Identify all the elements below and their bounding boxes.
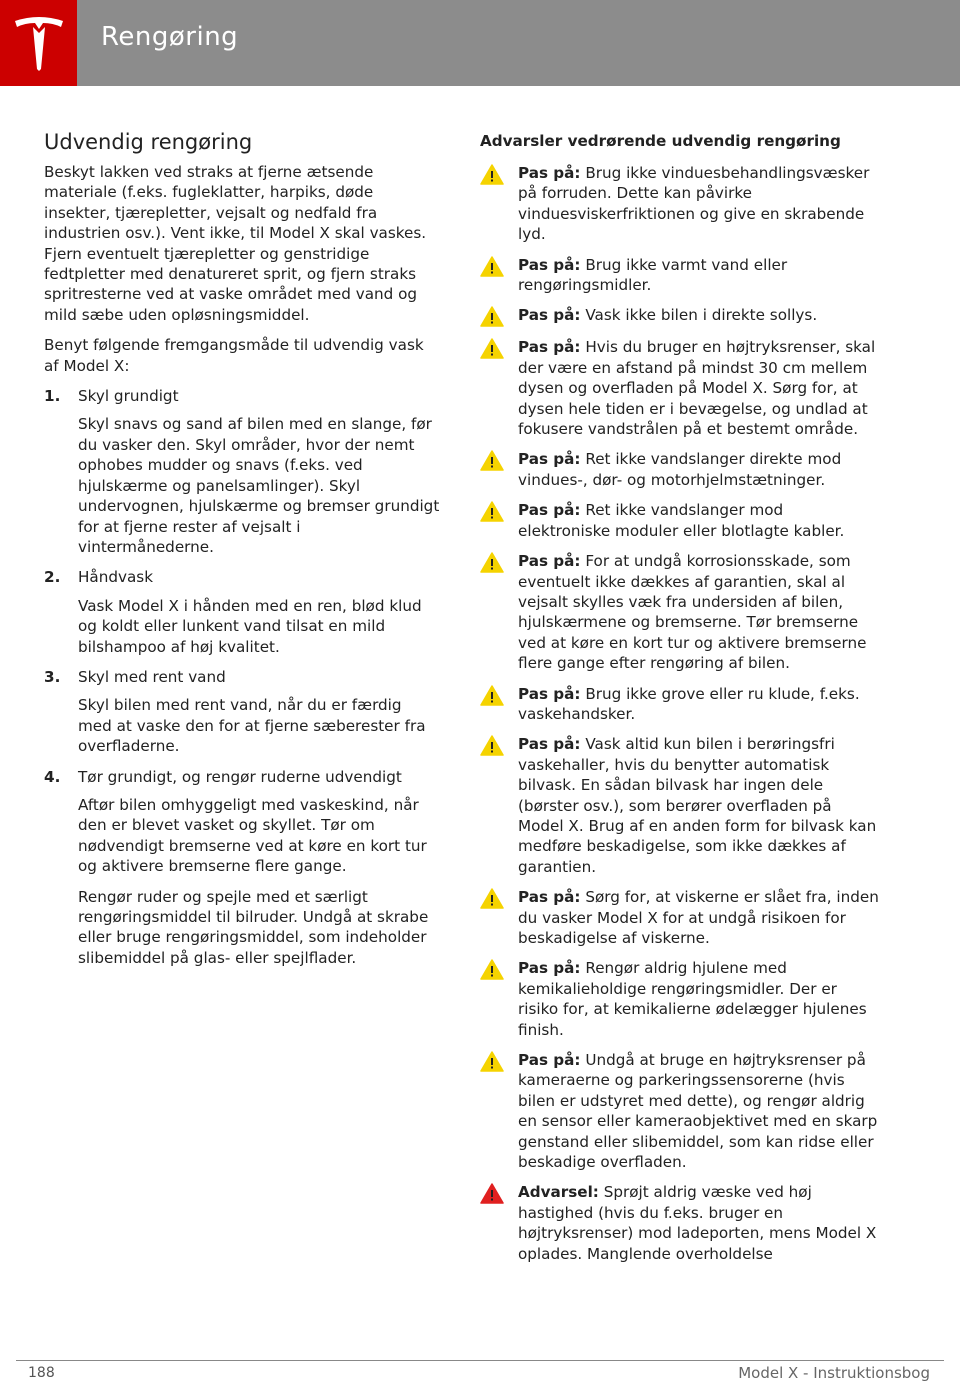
step-number: 2.	[44, 568, 61, 587]
step-4	[44, 767, 440, 969]
page-title: Rengøring	[101, 22, 239, 52]
step-body: Aftør bilen omhyggeligt med vaskeskind, når den er blevet vasket og skyllet. Tør om nødvendigt bremserne ved at køre en kort tur og aktivere bremserne flere gange.	[78, 795, 427, 876]
step-body: Skyl snavs og sand af bilen med en slange, før du vasker den. Skyl områder, hvor der nemt ophobes mudder og snavs (f.eks. ved hjulskærme og panelsamlinger). Skyl undervognen, hjulskærme og bremser grundigt for at fjerne rester af vejsalt i vintermånederne.	[78, 415, 440, 556]
warning-label: Pas på:	[518, 450, 581, 469]
step-title: Tør grundigt, og rengør ruderne udvendigt	[78, 767, 402, 786]
caution-item	[480, 337, 880, 439]
tesla-logo-icon	[13, 15, 65, 71]
warning-list	[480, 163, 880, 1264]
warning-text: Rengør aldrig hjulene med kemikalieholdige rengøringsmidler. Der er risiko for, at kemikalierne ødelægger hjulenes finish.	[518, 959, 867, 1039]
caution-triangle-icon	[480, 735, 504, 756]
step-title: Håndvask	[78, 568, 153, 587]
step-title: Skyl grundigt	[78, 387, 179, 406]
warning-item	[480, 1182, 880, 1264]
caution-triangle-icon	[480, 450, 504, 471]
warning-label: Pas på:	[518, 684, 581, 703]
warning-label: Advarsel:	[518, 1183, 599, 1202]
caution-item	[480, 958, 880, 1040]
caution-item	[480, 163, 880, 245]
warning-text: Ret ikke vandslanger direkte mod vindues-, dør- og motorhjelmstætninger.	[518, 450, 842, 489]
step-number: 1.	[44, 387, 61, 406]
warning-triangle-icon	[480, 1183, 504, 1204]
step-2	[44, 567, 440, 657]
caution-triangle-icon	[480, 338, 504, 359]
caution-item	[480, 500, 880, 541]
warning-label: Pas på:	[518, 306, 581, 325]
warning-label: Pas på:	[518, 552, 581, 571]
caution-triangle-icon	[480, 306, 504, 327]
step-number: 4.	[44, 767, 61, 786]
warning-text: Vask ikke bilen i direkte sollys.	[585, 306, 818, 325]
warning-text: Sørg for, at viskerne er slået fra, inden du vasker Model X for at undgå risikoen for beskadigelse af viskerne.	[518, 888, 879, 947]
warning-text: Brug ikke varmt vand eller rengøringsmidler.	[518, 255, 788, 295]
caution-item	[480, 684, 880, 725]
footer-title: Model X - Instruktionsbog	[738, 1364, 930, 1382]
right-column	[480, 131, 880, 1274]
warning-label: Pas på:	[518, 338, 581, 357]
caution-item	[480, 255, 880, 296]
warning-label: Pas på:	[518, 501, 581, 520]
warning-text: Hvis du bruger en højtryksrenser, skal der være en afstand på mindst 30 cm mellem dysen og overfladen på Model X. Sørg for, at dysen hele tiden er i bevægelse, og undlad at fokusere vandstrålen på et bestemt område.	[518, 338, 876, 439]
caution-item	[480, 449, 880, 490]
caution-triangle-icon	[480, 256, 504, 277]
lead-paragraph: Benyt følgende fremgangsmåde til udvendig vask af Model X:	[44, 336, 424, 375]
step-1	[44, 386, 440, 557]
warning-text: Vask altid kun bilen i berøringsfri vaskehaller, hvis du benytter automatisk bilvask. En sådan bilvask har ingen dele (børster osv.), som berører overfladen på Model X. Brug af en anden form for bilvask kan medføre beskadigelse, som ikke dækkes af garantien.	[518, 735, 877, 876]
warning-label: Pas på:	[518, 255, 581, 274]
warning-label: Pas på:	[518, 735, 581, 754]
caution-triangle-icon	[480, 164, 504, 185]
page-header	[0, 0, 960, 86]
step-3	[44, 667, 440, 757]
step-body: Skyl bilen med rent vand, når du er færdig med at vaske den for at fjerne sæberester fra overfladerne.	[78, 696, 426, 756]
caution-triangle-icon	[480, 888, 504, 909]
left-column	[44, 130, 440, 978]
step-body: Rengør ruder og spejle med et særligt rengøringsmiddel til bilruder. Undgå at skrabe eller bruge rengøringsmiddel, som indeholder slibemiddel på glas- eller spejlflader.	[78, 887, 429, 967]
section-title: Udvendig rengøring	[44, 130, 253, 154]
caution-item	[480, 734, 880, 877]
warning-text: Brug ikke grove eller ru klude, f.eks. vaskehandsker.	[518, 684, 860, 723]
warning-label: Pas på:	[518, 888, 581, 907]
warning-text: Ret ikke vandslanger mod elektroniske moduler eller blotlagte kabler.	[518, 501, 845, 540]
warning-text: Sprøjt aldrig væske ved høj hastighed (hvis du f.eks. bruger en højtryksrenser) mod ladeporten, mens Model X oplades. Manglende overholdelse	[518, 1183, 877, 1263]
caution-triangle-icon	[480, 501, 504, 522]
caution-item	[480, 551, 880, 673]
intro-paragraph: Beskyt lakken ved straks at fjerne ætsende materiale (f.eks. fugleklatter, harpiks, døde insekter, tjærepletter, vejsalt og nedfald fra industrien osv.). Vent ikke, til Model X skal vaskes. Fjern eventuelt tjærepletter og genstridige fedtpletter med denatureret sprit, og fjern straks spritresterne ved at vaske området med vand og mild sæbe uden opløsningsmiddel.	[44, 163, 427, 324]
warning-text: For at undgå korrosionsskade, som eventuelt ikke dækkes af garantien, skal al vejsalt skylles væk fra undersiden af bilen, hjulskærmene og bremserne. Tør bremserne ved at køre en kort tur og aktivere bremserne flere gange efter rengøring af bilen.	[518, 552, 867, 673]
tesla-logo	[0, 0, 77, 86]
caution-triangle-icon	[480, 959, 504, 980]
warnings-title: Advarsler vedrørende udvendig rengøring	[480, 132, 841, 150]
warning-text: Brug ikke vinduesbehandlingsvæsker på forruden. Dette kan påvirke vinduesviskerfriktionen og give en skrabende lyd.	[518, 164, 870, 244]
caution-triangle-icon	[480, 552, 504, 573]
step-title: Skyl med rent vand	[78, 667, 226, 686]
warning-label: Pas på:	[518, 1051, 581, 1070]
caution-triangle-icon	[480, 1051, 504, 1072]
warning-label: Pas på:	[518, 959, 581, 978]
caution-triangle-icon	[480, 685, 504, 706]
page-number: 188	[28, 1365, 55, 1381]
step-number: 3.	[44, 667, 61, 686]
footer-divider	[16, 1360, 944, 1361]
caution-item	[480, 887, 880, 948]
warning-label: Pas på:	[518, 164, 581, 182]
caution-item	[480, 305, 880, 327]
caution-item	[480, 1050, 880, 1172]
step-body: Vask Model X i hånden med en ren, blød klud og koldt eller lunkent vand tilsat en mild bilshampoo af høj kvalitet.	[78, 596, 422, 656]
step-list	[44, 386, 440, 968]
warning-text: Undgå at bruge en højtryksrenser på kameraerne og parkeringssensorerne (hvis bilen er udstyret med dette), og rengør aldrig en sensor eller kameraobjektivet med en skarp genstand eller slibemiddel, som kan ridse eller beskadige overfladen.	[518, 1051, 878, 1172]
